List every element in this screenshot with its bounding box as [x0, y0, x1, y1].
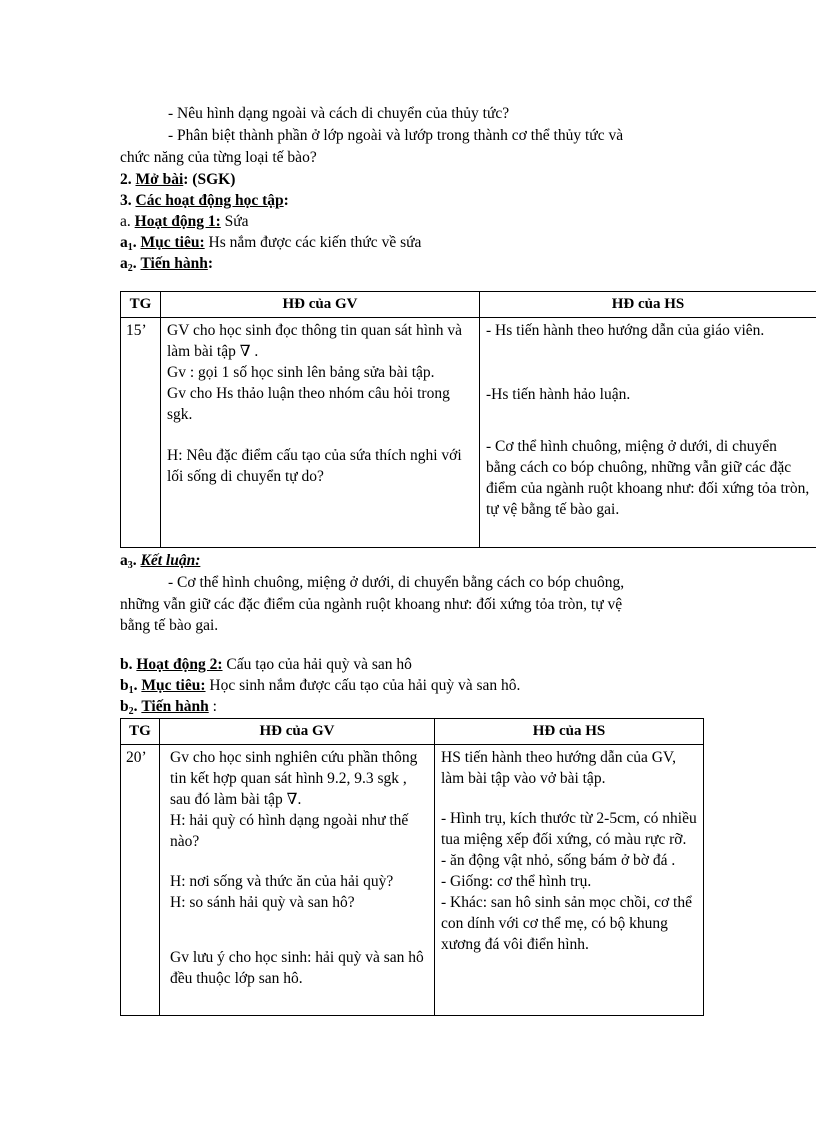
activity-1-procedure-label: Tiến hành [140, 255, 208, 272]
hs-step: - Hs tiến hành theo hướng dẫn của giáo viên. [486, 322, 765, 339]
activity-1-table [120, 291, 816, 548]
hs-step: HS tiến hành theo hướng dẫn của GV, làm bài tập vào vở bài tập. [441, 749, 676, 787]
hs-step: - Cơ thể hình chuông, miệng ở dưới, di chuyển bằng cách co bóp chuông, những vẫn giữ các đặc điểm của ngành ruột khoang như: đối xứng tỏa tròn, tự vệ bằng tế bào gai. [486, 438, 810, 518]
conclusion-text-1: - Cơ thể hình chuông, miệng ở dưới, di chuyển bằng cách co bóp chuông, [168, 574, 625, 591]
section-3-heading [120, 191, 289, 211]
table-cell-hs [435, 745, 704, 1016]
hs-step: - Giống: cơ thể hình trụ. [441, 873, 592, 890]
section-2-rest: : (SGK) [183, 171, 236, 188]
table-header-gv: HĐ của GV [160, 719, 435, 745]
activity-2-title: Hoạt động 2: [136, 656, 223, 673]
activity-2-prefix: b. [120, 656, 133, 673]
activity-1-procedure: $a_2$. Tiến hành: [120, 255, 214, 274]
gv-step: Gv : gọi 1 số học sinh lên bảng sửa bài tập. [167, 364, 435, 381]
conclusion-label: Kết luận: [140, 552, 201, 569]
table-header-tg: TG [121, 292, 161, 318]
hs-step: - Hình trụ, kích thước từ 2-5cm, có nhiều tua miệng xếp đối xứng, có màu rực rỡ. [441, 810, 697, 848]
table-cell-gv [161, 318, 480, 548]
activity-1-name: Sứa [224, 213, 249, 230]
activity-1-title: Hoạt động 1: [134, 213, 221, 230]
gv-step: H: Nêu đặc điểm cấu tạo của sứa thích nghi với lối sống di chuyển tự do? [167, 447, 462, 485]
table-header-hs: HĐ của HS [480, 292, 816, 318]
gv-step: H: hải quỳ có hình dạng ngoài như thế nào? [170, 812, 409, 850]
hs-step: - ăn động vật nhỏ, sống bám ở bờ đá . [441, 852, 676, 869]
section-2-title: Mở bài [135, 171, 184, 188]
intro-question-2: - Phân biệt thành phần ở lớp ngoài và lướp trong thành cơ thể thủy tức và [168, 127, 624, 144]
activity-2-procedure: $b_2$. Tiến hành : [120, 698, 217, 717]
conclusion-text-3: bằng tế bào gai. [120, 617, 219, 634]
table-header-hs: HĐ của HS [435, 719, 704, 745]
activity-2-goal-text: Học sinh nắm được cấu tạo của hải quỳ và san hô. [209, 677, 521, 694]
intro-question-1: - Nêu hình dạng ngoài và cách di chuyển của thủy tức? [168, 105, 510, 122]
section-2-number: 2. [120, 171, 132, 188]
table-cell-gv [160, 745, 435, 1016]
gv-step: H: nơi sống và thức ăn của hải quỳ? [170, 873, 394, 890]
activity-1-heading [120, 212, 249, 232]
activity-2-goal-label: Mục tiêu: [141, 677, 206, 694]
gv-step: Gv cho học sinh nghiên cứu phần thông tin kết hợp quan sát hình 9.2, 9.3 sgk , sau đó làm bài tập ∇. [170, 749, 418, 808]
activity-1-goal: $a_1$. Mục tiêu: Hs nắm được các kiến thức về sứa [120, 234, 422, 253]
activity-2-heading [120, 655, 412, 675]
section-3-number: 3. [120, 192, 132, 209]
gv-step: Gv lưu ý cho học sinh: hải quỳ và san hô đều thuộc lớp san hô. [170, 949, 424, 987]
activity-2-table [120, 718, 704, 1016]
table-cell-time: 20’ [121, 745, 160, 1016]
section-3-title: Các hoạt động học tập [135, 192, 284, 209]
intro-question-2-cont: chức năng của từng loại tế bào? [120, 149, 317, 166]
gv-step: GV cho học sinh đọc thông tin quan sát hình và làm bài tập ∇ . [167, 322, 463, 360]
activity-1-goal-label: Mục tiêu: [140, 234, 205, 251]
section-2-heading [120, 170, 235, 190]
activity-2-goal: $b_1$. Mục tiêu: Học sinh nắm được cấu tạo của hải quỳ và san hô. [120, 677, 521, 696]
hs-step: - Khác: san hô sinh sản mọc chồi, cơ thể con dính với cơ thể mẹ, có bộ khung xương đá vôi điển hình. [441, 894, 692, 953]
table-cell-time: 15’ [121, 318, 161, 548]
activity-1-goal-text: Hs nắm được các kiến thức về sứa [208, 234, 422, 251]
gv-step: H: so sánh hải quỳ và san hô? [170, 894, 355, 911]
table-header-tg: TG [121, 719, 160, 745]
activity-1-conclusion: $a_3$. Kết luận: [120, 552, 201, 571]
activity-2-procedure-label: Tiến hành [141, 698, 209, 715]
conclusion-text-2: những vẫn giữ các đặc điểm của ngành ruột khoang như: đối xứng tỏa tròn, tự vệ [120, 596, 623, 613]
gv-step: Gv cho Hs thảo luận theo nhóm câu hỏi trong sgk. [167, 385, 450, 423]
table-cell-hs [480, 318, 816, 548]
table-header-gv: HĐ của GV [161, 292, 480, 318]
activity-2-name: Cấu tạo của hải quỳ và san hô [226, 656, 412, 673]
activity-1-prefix: a. [120, 213, 131, 230]
section-3-colon: : [283, 192, 289, 209]
hs-step: -Hs tiến hành hảo luận. [486, 386, 631, 403]
